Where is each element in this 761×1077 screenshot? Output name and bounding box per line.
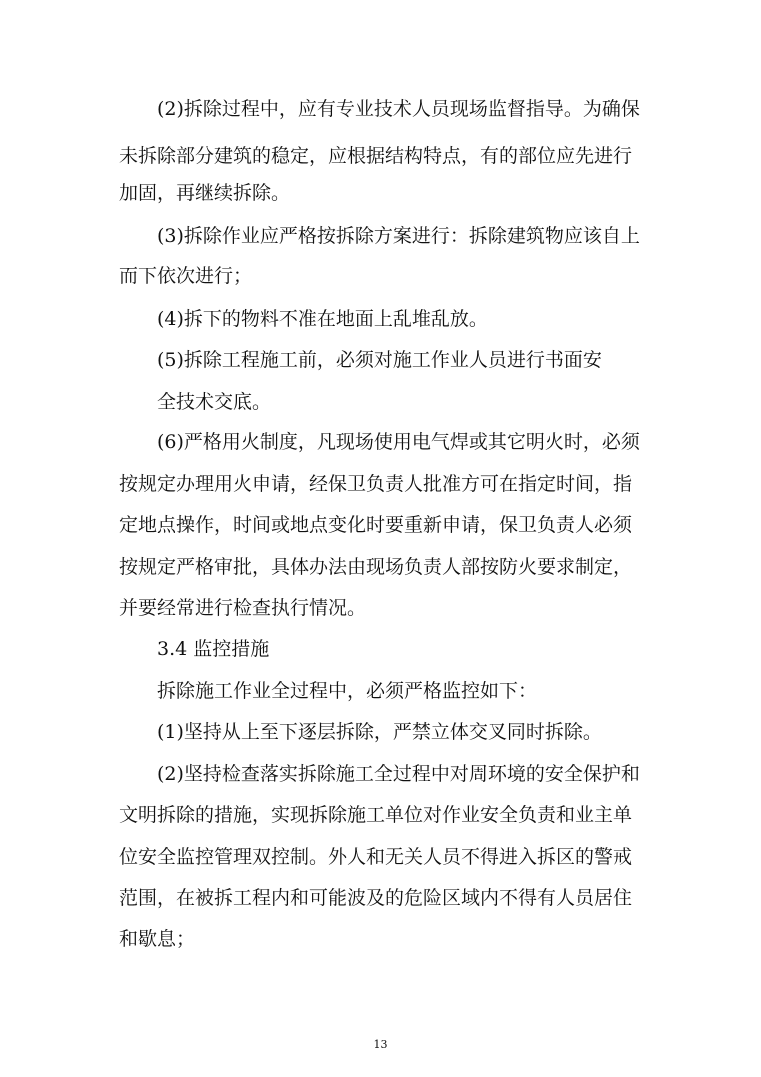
section-heading: 3.4 监控措施 <box>157 638 270 660</box>
text-line: (4)拆下的物料不准在地面上乱堆乱放。 <box>157 308 488 330</box>
text-line: (2)拆除过程中，应有专业技术人员现场监督指导。为确保 <box>157 98 640 120</box>
text-line: (2)坚持检查落实拆除施工全过程中对周环境的安全保护和 <box>157 763 640 785</box>
text-line: 全技术交底。 <box>157 391 272 413</box>
text-line: 加固，再继续拆除。 <box>119 182 291 204</box>
text-line: 和歇息； <box>119 928 196 950</box>
text-line: 定地点操作，时间或地点变化时要重新申请，保卫负责人必须 <box>119 514 633 536</box>
text-line: 位安全监控管理双控制。外人和无关人员不得进入拆区的警戒 <box>119 846 633 868</box>
text-line: 拆除施工作业全过程中，必须严格监控如下： <box>157 680 538 702</box>
text-line: 按规定严格审批，具体办法由现场负责人部按防火要求制定， <box>119 556 633 578</box>
text-line: (6)严格用火制度，凡现场使用电气焊或其它明火时，必须 <box>157 431 640 453</box>
text-line: 而下依次进行； <box>119 265 253 287</box>
text-line: 按规定办理用火申请，经保卫负责人批准方可在指定时间，指 <box>119 473 633 495</box>
text-line: (3)拆除作业应严格按拆除方案进行：拆除建筑物应该自上 <box>157 225 640 247</box>
text-line: 并要经常进行检查执行情况。 <box>119 597 367 619</box>
page-number: 13 <box>373 1038 388 1051</box>
text-line: 文明拆除的措施，实现拆除施工单位对作业安全负责和业主单 <box>119 804 633 826</box>
text-line: 范围，在被拆工程内和可能波及的危险区域内不得有人员居住 <box>119 887 633 909</box>
text-line: 未拆除部分建筑的稳定，应根据结构特点，有的部位应先进行 <box>119 145 633 167</box>
text-line: (5)拆除工程施工前，必须对施工作业人员进行书面安 <box>157 349 602 371</box>
text-line: (1)坚持从上至下逐层拆除，严禁立体交叉同时拆除。 <box>157 721 602 743</box>
